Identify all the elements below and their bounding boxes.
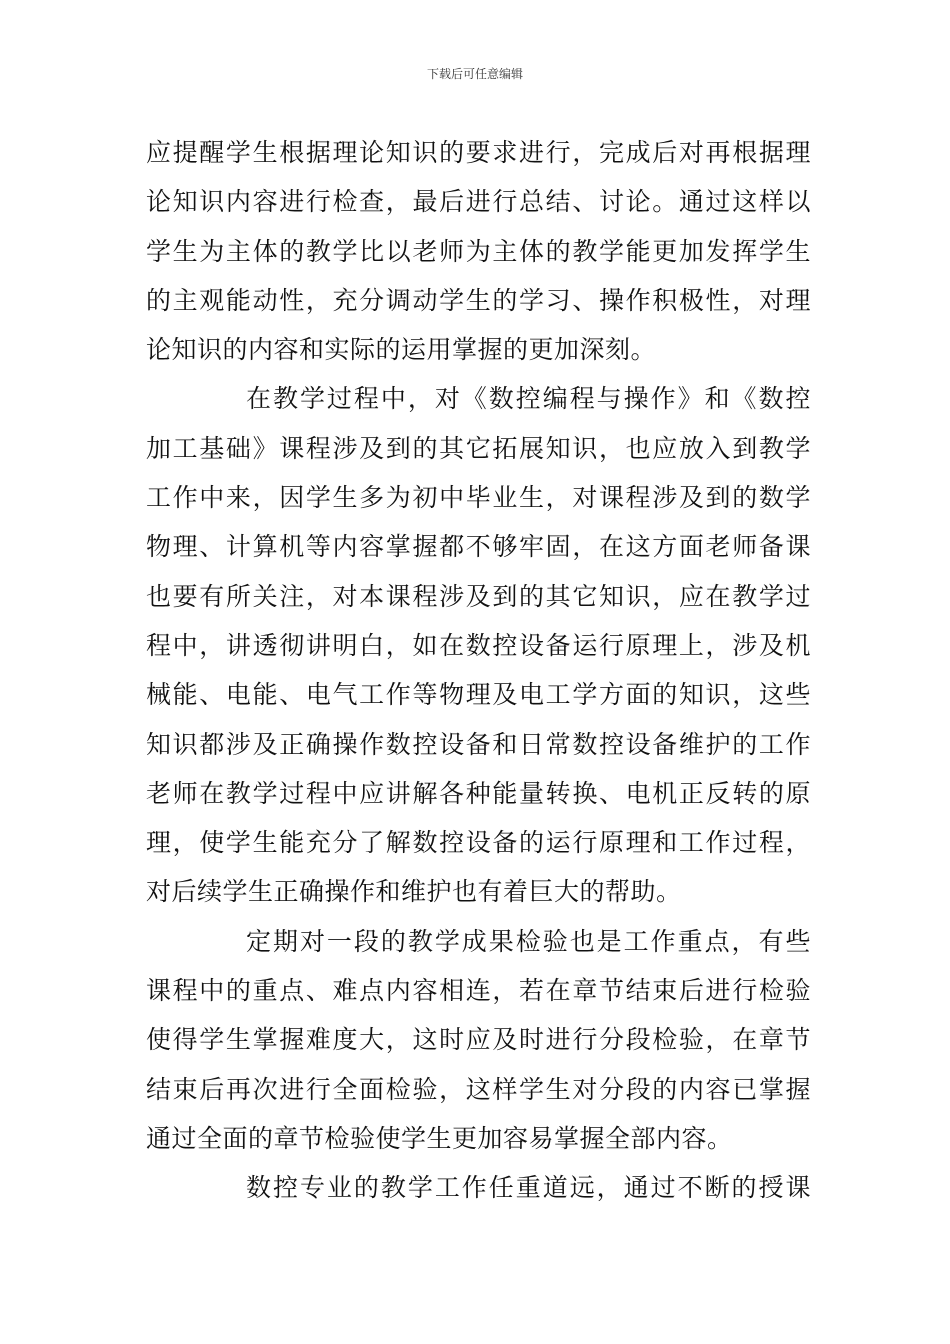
text-line: 知识都涉及正确操作数控设备和日常数控设备维护的工作 [146,729,811,759]
text-line: 论知识的内容和实际的运用掌握的更加深刻。 [146,335,657,365]
text-line: 课程中的重点、难点内容相连，若在章节结束后进行检验 [146,976,811,1006]
text-line: 结束后再次进行全面检验，这样学生对分段的内容已掌握 [146,1074,811,1104]
text-line: 的主观能动性，充分调动学生的学习、操作积极性，对理 [146,285,811,315]
text-line: 学生为主体的教学比以老师为主体的教学能更加发挥学生 [146,236,811,266]
page-header: 下载后可任意编辑 [426,67,523,81]
text-line: 应提醒学生根据理论知识的要求进行，完成后对再根据理 [146,138,811,167]
text-line: 程中，讲透彻讲明白，如在数控设备运行原理上，涉及机 [146,630,811,660]
text-line: 工作中来，因学生多为初中毕业生，对课程涉及到的数学 [146,483,811,513]
text-line: 物理、计算机等内容掌握都不够牢固，在这方面老师备课 [146,532,811,562]
text-line: 定期对一段的教学成果检验也是工作重点，有些 [246,926,811,956]
text-line: 械能、电能、电气工作等物理及电工学方面的知识，这些 [146,680,811,710]
text-line: 使得学生掌握难度大，这时应及时进行分段检验，在章节 [146,1025,811,1055]
text-line: 老师在教学过程中应讲解各种能量转换、电机正反转的原 [146,778,811,808]
body-text [146,128,811,1213]
text-line: 理，使学生能充分了解数控设备的运行原理和工作过程， [146,828,811,858]
text-line: 加工基础》课程涉及到的其它拓展知识，也应放入到教学 [146,433,811,463]
text-line: 数控专业的教学工作任重道远，通过不断的授课 [246,1173,811,1203]
text-line: 通过全面的章节检验使学生更加容易掌握全部内容。 [146,1123,733,1153]
text-line: 对后续学生正确操作和维护也有着巨大的帮助。 [146,877,682,907]
text-line: 在教学过程中，对《数控编程与操作》和《数控 [246,384,811,414]
text-line: 也要有所关注，对本课程涉及到的其它知识，应在教学过 [146,581,811,611]
text-line: 论知识内容进行检查，最后进行总结、讨论。通过这样以 [146,187,811,217]
